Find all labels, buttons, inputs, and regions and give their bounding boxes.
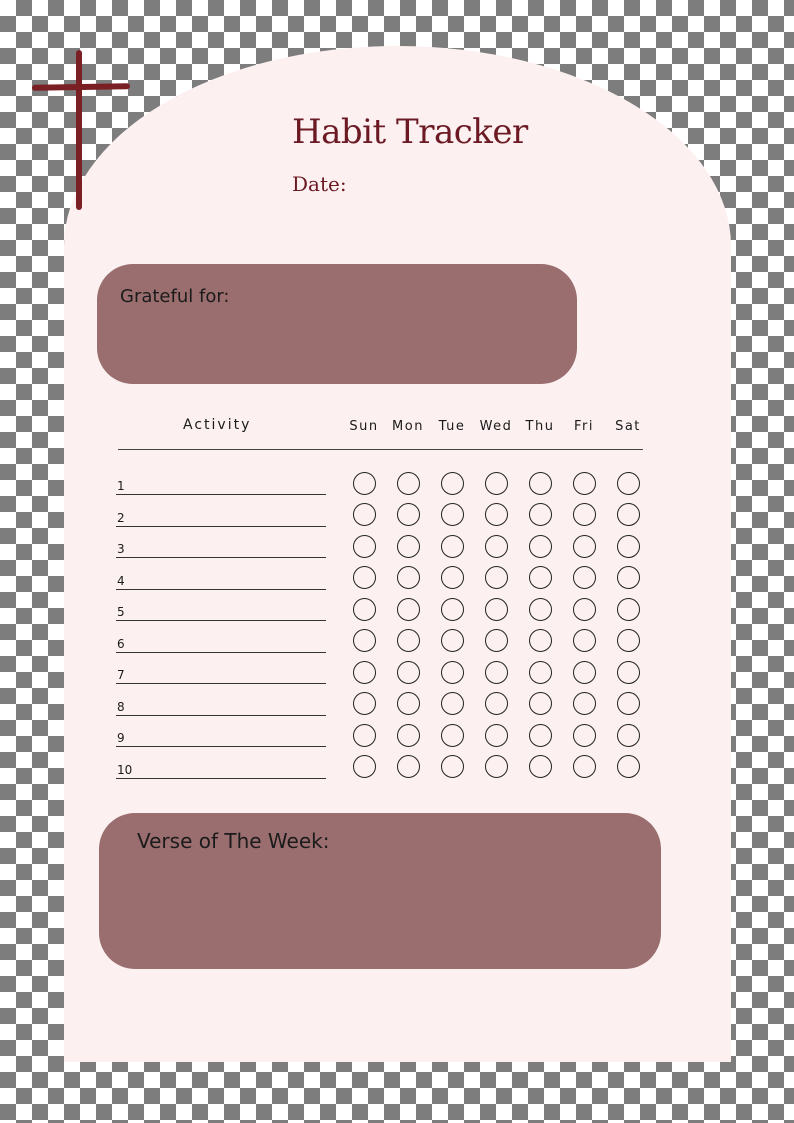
habit-check-circle[interactable]	[529, 566, 552, 589]
habit-check-circle[interactable]	[397, 755, 420, 778]
habit-check-circle[interactable]	[573, 692, 596, 715]
activity-header: Activity	[183, 417, 252, 433]
habit-check-circle[interactable]	[573, 503, 596, 526]
habit-check-circle[interactable]	[397, 566, 420, 589]
cross-icon-bar	[32, 83, 130, 91]
activity-input-line[interactable]	[116, 526, 326, 527]
habit-check-circle[interactable]	[573, 755, 596, 778]
page-title: Habit Tracker	[292, 112, 528, 152]
habit-check-circle[interactable]	[485, 661, 508, 684]
habit-check-circle[interactable]	[529, 472, 552, 495]
habit-check-circle[interactable]	[573, 535, 596, 558]
date-label: Date:	[292, 172, 347, 196]
habit-check-circle[interactable]	[529, 755, 552, 778]
habit-check-circle[interactable]	[573, 724, 596, 747]
habit-check-circle[interactable]	[441, 629, 464, 652]
day-header-mon: Mon	[392, 419, 424, 434]
habit-check-circle[interactable]	[529, 692, 552, 715]
day-header-sun: Sun	[349, 419, 379, 434]
habit-check-circle[interactable]	[617, 535, 640, 558]
habit-check-circle[interactable]	[485, 692, 508, 715]
day-header-thu: Thu	[525, 419, 555, 434]
habit-check-circle[interactable]	[441, 472, 464, 495]
habit-check-circle[interactable]	[485, 472, 508, 495]
habit-check-circle[interactable]	[573, 661, 596, 684]
activity-input-line[interactable]	[116, 620, 326, 621]
habit-check-circle[interactable]	[617, 755, 640, 778]
habit-check-circle[interactable]	[573, 566, 596, 589]
habit-check-circle[interactable]	[397, 535, 420, 558]
habit-check-circle[interactable]	[441, 598, 464, 621]
activity-input-line[interactable]	[116, 683, 326, 684]
habit-check-circle[interactable]	[353, 566, 376, 589]
habit-check-circle[interactable]	[617, 566, 640, 589]
habit-check-circle[interactable]	[617, 503, 640, 526]
cross-icon	[76, 50, 82, 210]
activity-row-number: 5	[117, 605, 125, 619]
habit-check-circle[interactable]	[529, 724, 552, 747]
habit-check-circle[interactable]	[397, 661, 420, 684]
habit-check-circle[interactable]	[529, 629, 552, 652]
habit-check-circle[interactable]	[441, 724, 464, 747]
habit-check-circle[interactable]	[441, 566, 464, 589]
habit-check-circle[interactable]	[397, 692, 420, 715]
habit-check-circle[interactable]	[485, 535, 508, 558]
activity-row-number: 8	[117, 699, 125, 714]
habit-check-circle[interactable]	[397, 472, 420, 495]
activity-row-number: 7	[117, 668, 125, 682]
habit-check-circle[interactable]	[353, 692, 376, 715]
activity-row-number: 10	[117, 762, 133, 777]
habit-check-circle[interactable]	[441, 755, 464, 778]
habit-check-circle[interactable]	[353, 535, 376, 558]
activity-row-number: 1	[117, 479, 125, 493]
habit-check-circle[interactable]	[617, 724, 640, 747]
activity-input-line[interactable]	[116, 494, 326, 495]
habit-check-circle[interactable]	[441, 535, 464, 558]
day-header-fri: Fri	[574, 419, 594, 434]
day-header-tue: Tue	[438, 419, 466, 434]
verse-label: Verse of The Week:	[137, 829, 330, 853]
habit-check-circle[interactable]	[529, 598, 552, 621]
habit-check-circle[interactable]	[485, 566, 508, 589]
habit-check-circle[interactable]	[397, 503, 420, 526]
day-header-sat: Sat	[615, 419, 641, 434]
habit-check-circle[interactable]	[573, 598, 596, 621]
habit-check-circle[interactable]	[485, 629, 508, 652]
habit-check-circle[interactable]	[529, 535, 552, 558]
verse-box[interactable]	[99, 813, 661, 969]
habit-check-circle[interactable]	[573, 629, 596, 652]
habit-check-circle[interactable]	[441, 503, 464, 526]
grateful-label: Grateful for:	[120, 286, 230, 307]
habit-check-circle[interactable]	[617, 598, 640, 621]
habit-check-circle[interactable]	[617, 661, 640, 684]
habit-check-circle[interactable]	[617, 472, 640, 495]
day-header-wed: Wed	[479, 419, 513, 434]
habit-check-circle[interactable]	[397, 629, 420, 652]
habit-check-circle[interactable]	[617, 692, 640, 715]
habit-check-circle[interactable]	[485, 503, 508, 526]
habit-check-circle[interactable]	[397, 598, 420, 621]
activity-row-number: 9	[117, 731, 125, 745]
activity-input-line[interactable]	[116, 589, 326, 590]
habit-check-circle[interactable]	[529, 503, 552, 526]
activity-input-line[interactable]	[116, 652, 326, 653]
habit-check-circle[interactable]	[573, 472, 596, 495]
habit-check-circle[interactable]	[353, 661, 376, 684]
activity-row-number: 2	[117, 510, 125, 525]
habit-check-circle[interactable]	[441, 692, 464, 715]
habit-check-circle[interactable]	[353, 598, 376, 621]
habit-check-circle[interactable]	[485, 598, 508, 621]
habit-check-circle[interactable]	[353, 724, 376, 747]
habit-check-circle[interactable]	[353, 472, 376, 495]
habit-check-circle[interactable]	[353, 503, 376, 526]
activity-row-number: 6	[117, 636, 125, 651]
activity-row-number: 4	[117, 573, 125, 588]
habit-check-circle[interactable]	[353, 629, 376, 652]
habit-check-circle[interactable]	[485, 755, 508, 778]
habit-check-circle[interactable]	[353, 755, 376, 778]
grateful-box[interactable]	[97, 264, 577, 384]
habit-check-circle[interactable]	[441, 661, 464, 684]
habit-check-circle[interactable]	[529, 661, 552, 684]
header-divider	[118, 449, 643, 450]
activity-input-line[interactable]	[116, 746, 326, 747]
activity-input-line[interactable]	[116, 557, 326, 558]
habit-check-circle[interactable]	[397, 724, 420, 747]
habit-check-circle[interactable]	[617, 629, 640, 652]
activity-row-number: 3	[117, 542, 125, 556]
activity-input-line[interactable]	[116, 715, 326, 716]
habit-check-circle[interactable]	[485, 724, 508, 747]
activity-input-line[interactable]	[116, 778, 326, 779]
